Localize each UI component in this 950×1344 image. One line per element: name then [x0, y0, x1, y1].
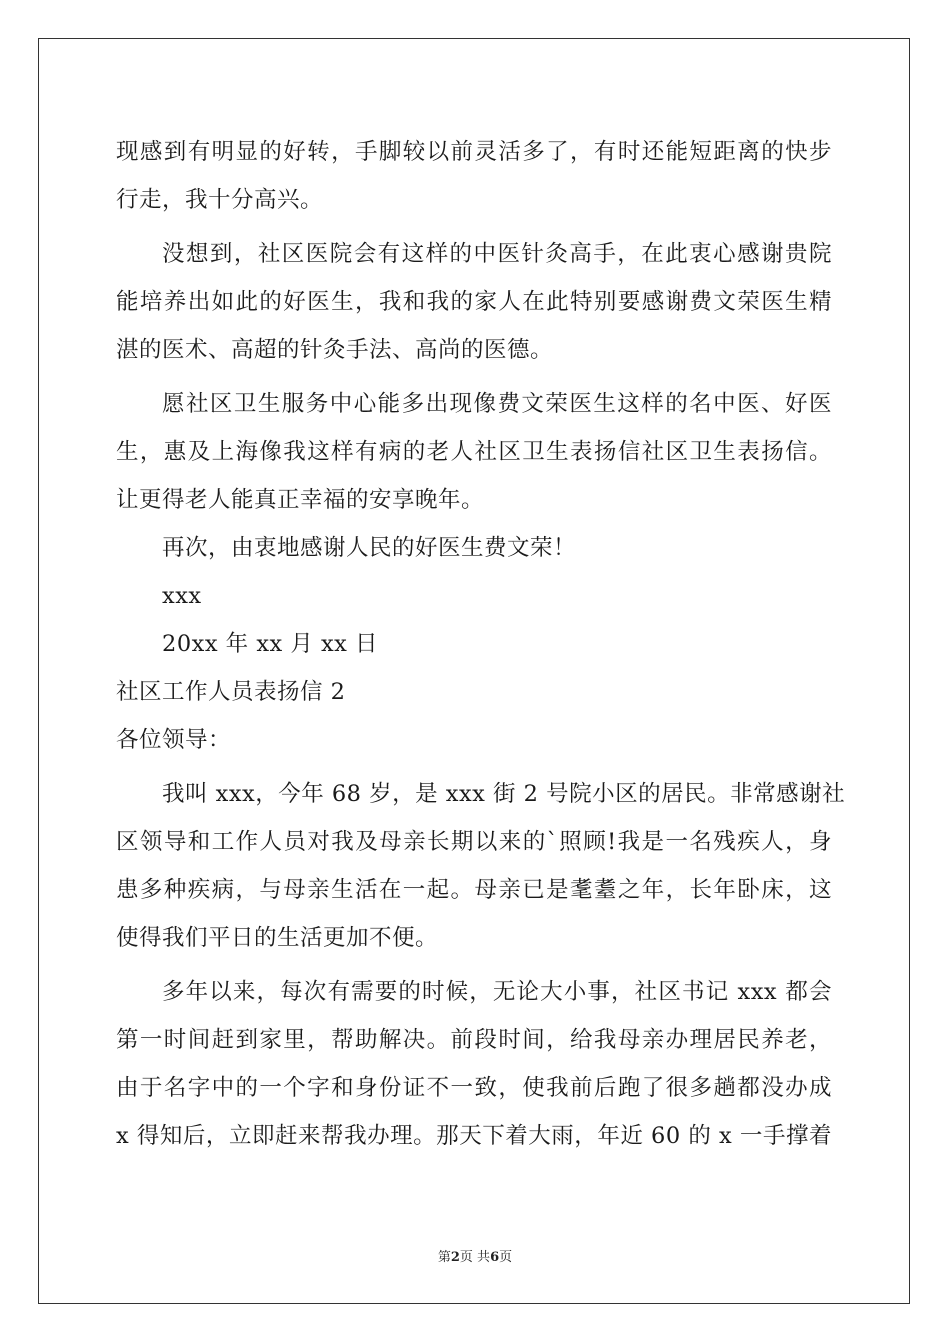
- text-line: 愿社区卫生服务中心能多出现像费文荣医生这样的名中医、好医: [162, 391, 832, 417]
- date-line: 20xx 年 xx 月 xx 日: [162, 631, 379, 657]
- text-line: 湛的医术、高超的针灸手法、高尚的医德。: [116, 337, 554, 363]
- closing-line: 再次，由衷地感谢人民的好医生费文荣！: [162, 535, 577, 561]
- page-footer: [0, 1246, 950, 1265]
- text-line: 现感到有明显的好转，手脚较以前灵活多了，有时还能短距离的快步: [116, 139, 832, 165]
- page-prefix: 第: [437, 1250, 451, 1265]
- text-line: 多年以来，每次有需要的时候，无论大小事，社区书记 xxx 都会: [162, 979, 832, 1005]
- document-body: [116, 128, 846, 1160]
- text-line: 区领导和工作人员对我及母亲长期以来的`照顾!我是一名残疾人，身: [116, 829, 832, 855]
- letter-title: 社区工作人员表扬信 2: [116, 679, 346, 705]
- text-line: 由于名字中的一个字和身份证不一致，使我前后跑了很多趟都没办成: [116, 1075, 832, 1101]
- salutation: 各位领导：: [116, 727, 232, 753]
- text-line: 行走，我十分高兴。: [116, 187, 324, 213]
- text-line: 能培养出如此的好医生，我和我的家人在此特别要感谢费文荣医生精: [116, 289, 832, 315]
- text-line: 让更得老人能真正幸福的安享晚年。: [116, 487, 485, 513]
- page-total: 6: [490, 1250, 500, 1265]
- signature: xxx: [162, 583, 202, 609]
- page-suffix: 页: [499, 1250, 513, 1265]
- text-line: 第一时间赶到家里，帮助解决。前段时间，给我母亲办理居民养老，: [116, 1027, 832, 1053]
- text-line: 我叫 xxx，今年 68 岁，是 xxx 街 2 号院小区的居民。非常感谢社: [162, 781, 846, 807]
- page-mid: 页 共: [459, 1250, 491, 1265]
- text-line: 生，惠及上海像我这样有病的老人社区卫生表扬信社区卫生表扬信。: [116, 439, 832, 465]
- text-line: 没想到，社区医院会有这样的中医针灸高手，在此衷心感谢贵院: [162, 241, 832, 267]
- text-line: x 得知后，立即赶来帮我办理。那天下着大雨，年近 60 的 x 一手撑着: [116, 1123, 832, 1149]
- text-line: 患多种疾病，与母亲生活在一起。母亲已是耄耋之年，长年卧床，这: [116, 877, 832, 903]
- page-number: 2: [450, 1250, 460, 1265]
- text-line: 使得我们平日的生活更加不便。: [116, 925, 439, 951]
